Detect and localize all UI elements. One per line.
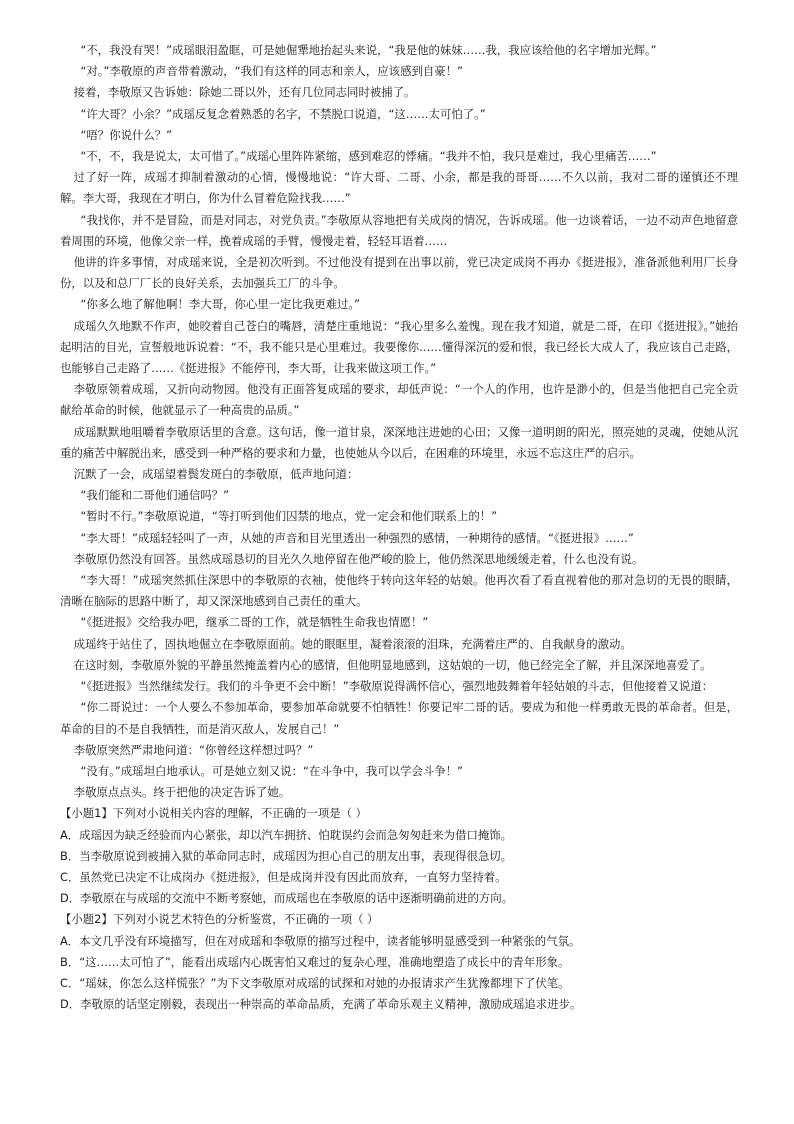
question-2-option-a: A．本文几乎没有环境描写，但在对成瑶和李敬原的描写过程中，读者能够明显感受到一种紧张的气氛。 [60, 933, 581, 948]
question-1-option-b: B．当李敬原说到被捕入狱的革命同志时，成瑶因为担心自己的朋友出事，表现得很急切。 [60, 848, 513, 863]
question-1-option-a: A．成瑶因为缺乏经验而内心紧张，却以汽车拥挤、怕耽误约会而急匆匆赶来为借口掩饰。 [60, 827, 513, 842]
paragraph: “你二哥说过：一个人要么不参加革命，要参加革命就要不怕牺牲！你要记牢二哥的话。要成为和他一样勇敢无畏的革命者。但是，革命的目的不是自我牺牲，而是消灭敌人，发展自己！” [60, 700, 738, 736]
paragraph: “对。”李敬原的声音带着激动，“我们有这样的同志和亲人，应该感到自豪！” [80, 64, 463, 79]
paragraph: 李敬原领着成瑶，又折向动物园。他没有正面答复成瑶的要求，却低声说：“一个人的作用，也许是渺小的，但是当他把自己完全贡献给革命的时候，他就显示了一种高贵的品质。” [60, 382, 738, 418]
novel-excerpt [60, 40, 738, 1015]
paragraph: 李敬原仍然没有回答。虽然成瑶恳切的目光久久地停留在他严峻的脸上，他仍然深思地缓缓走着，什么也没有说。 [73, 551, 644, 566]
question-2-option-d: D．李敬原的话坚定刚毅，表现出一种崇高的革命品质，充满了革命乐观主义精神，激励成瑶追求进步。 [60, 997, 582, 1012]
paragraph: 成瑶终于站住了，固执地倔立在李敬原面前。她的眼眶里，凝着滚滚的泪珠，充满着庄严的、自我献身的激动。 [73, 636, 632, 651]
paragraph: “没有。”成瑶坦白地承认。可是她立刻又说：“在斗争中，我可以学会斗争！” [80, 763, 463, 778]
paragraph: 他讲的许多事情，对成瑶来说，全是初次听到。不过他没有提到在出事以前，党已决定成岗不再办《挺进报》，准备派他利用厂长身份，以及和总厂厂长的良好关系，去加强兵工厂的斗争。 [60, 255, 738, 291]
paragraph: “暂时不行。”李敬原说道，“等打听到他们囚禁的地点，党一定会和他们联系上的！” [80, 509, 498, 524]
paragraph: 沉默了一会，成瑶望着鬓发斑白的李敬原，低声地问道： [73, 467, 359, 482]
paragraph: “不，我没有哭！”成瑶眼泪盈眶，可是她倔犟地抬起头来说，“我是他的妹妹……我，我应该给他的名字增加光辉。” [80, 43, 657, 57]
paragraph: 李敬原点点头。终于把他的决定告诉了她。 [73, 785, 291, 800]
paragraph: “李大哥！”成瑶轻轻叫了一声，从她的声音和目光里透出一种强烈的感情，一种期待的感情。“《挺进报》……” [80, 530, 634, 545]
paragraph: “我找你，并不是冒险，而是对同志，对党负责。”李敬原从容地把有关成岗的情况，告诉成瑶。他一边谈着话，一边不动声色地留意着周围的环境，他像父亲一样，挽着成瑶的手臂，慢慢走着，轻轻耳语着…… [60, 212, 738, 248]
paragraph: “你多么地了解他啊！李大哥，你心里一定比我更难过。” [80, 297, 360, 312]
paragraph: 李敬原突然严肃地问道：“你曾经这样想过吗？” [73, 742, 314, 757]
paragraph: “李大哥！”成瑶突然抓住深思中的李敬原的衣袖，使他终于转向这年轻的姑娘。他再次看了看直视着他的那对急切的无畏的眼睛，清晰在脑际的思路中断了，却又深深地感到自己责任的重大。 [60, 573, 738, 609]
question-1-option-c: C．虽然党已决定不让成岗办《挺进报》，但是成岗并没有因此而放弃，一直努力坚持着。 [60, 869, 507, 884]
question-1-option-d: D．李敬原在与成瑶的交流中不断考察她，而成瑶也在李敬原的话中逐渐明确前进的方向。 [60, 891, 514, 906]
paragraph: “《挺进报》交给我办吧，继承二哥的工作，就是牺牲生命我也情愿！” [80, 615, 429, 630]
paragraph: 接着，李敬原又告诉她：除她二哥以外，还有几位同志同时被捕了。 [73, 85, 416, 100]
paragraph: “《挺进报》当然继续发行。我们的斗争更不会中断！”李敬原说得满怀信心，强烈地鼓舞着年轻姑娘的斗志，但他接着又说道： [80, 679, 714, 694]
paragraph: 过了好一阵，成瑶才抑制着激动的心情，慢慢地说：“许大哥、二哥、小余，都是我的哥哥……不久以前，我对二哥的谨慎还不理解。李大哥，我现在才明白，你为什么冒着危险找我……” [60, 170, 738, 206]
paragraph: “不，不，我是说太，太可惜了。”成瑶心里阵阵紧缩，感到难忍的悸痛。“我并不怕，我只是难过，我心里痛苦……” [80, 149, 657, 164]
question-1-stem: 【小题1】下列对小说相关内容的理解，不正确的一项是（ ） [60, 806, 368, 821]
question-2-option-b: B．“这……太可怕了”，能看出成瑶内心既害怕又难过的复杂心理，准确地塑造了成长中的青年形象。 [60, 954, 570, 969]
question-2-option-c: C．“瑶妹，你怎么这样慌张？”为下文李敬原对成瑶的试探和对她的办报请求产生犹豫都埋下了伏笔。 [60, 975, 570, 990]
paragraph: “许大哥？小余？”成瑶反复念着熟悉的名字，不禁脱口说道，“这……太可怕了。” [80, 106, 486, 121]
paragraph: “我们能和二哥他们通信吗？” [80, 488, 230, 503]
paragraph: 在这时刻，李敬原外貌的平静虽然掩盖着内心的感情，但他明显地感到，这姑娘的一切，他已经完全了解，并且深深地喜爱了。 [73, 657, 712, 672]
paragraph: 成瑶默默地咀嚼着李敬原话里的含意。这句话，像一道甘泉，深深地注进她的心田；又像一道明朗的阳光，照亮她的灵魂，使她从沉重的痛苦中解脱出来，感受到一种严格的要求和力量，也使她从今以后，在困难的环境里，永远不忘这庄严的启示。 [60, 424, 738, 460]
paragraph: 成瑶久久地默不作声，她咬着自己苍白的嘴唇，清楚庄重地说：“我心里多么羞愧。现在我才知道，就是二哥，在印《挺进报》。”她抬起明洁的目光，宣誓般地诉说着：“不，我不能只是心里难过。我要像你……懂得深沉的爱和恨，我已经长大成人了，我应该自己走路，也能够自己走路了……《挺进报》不能停刊，李大哥，让我来做这项工作。” [60, 318, 738, 376]
paragraph: “唔？你说什么？” [80, 127, 173, 142]
question-2-stem: 【小题2】下列对小说艺术特色的分析鉴赏，不正确的一项（ ） [60, 912, 379, 927]
